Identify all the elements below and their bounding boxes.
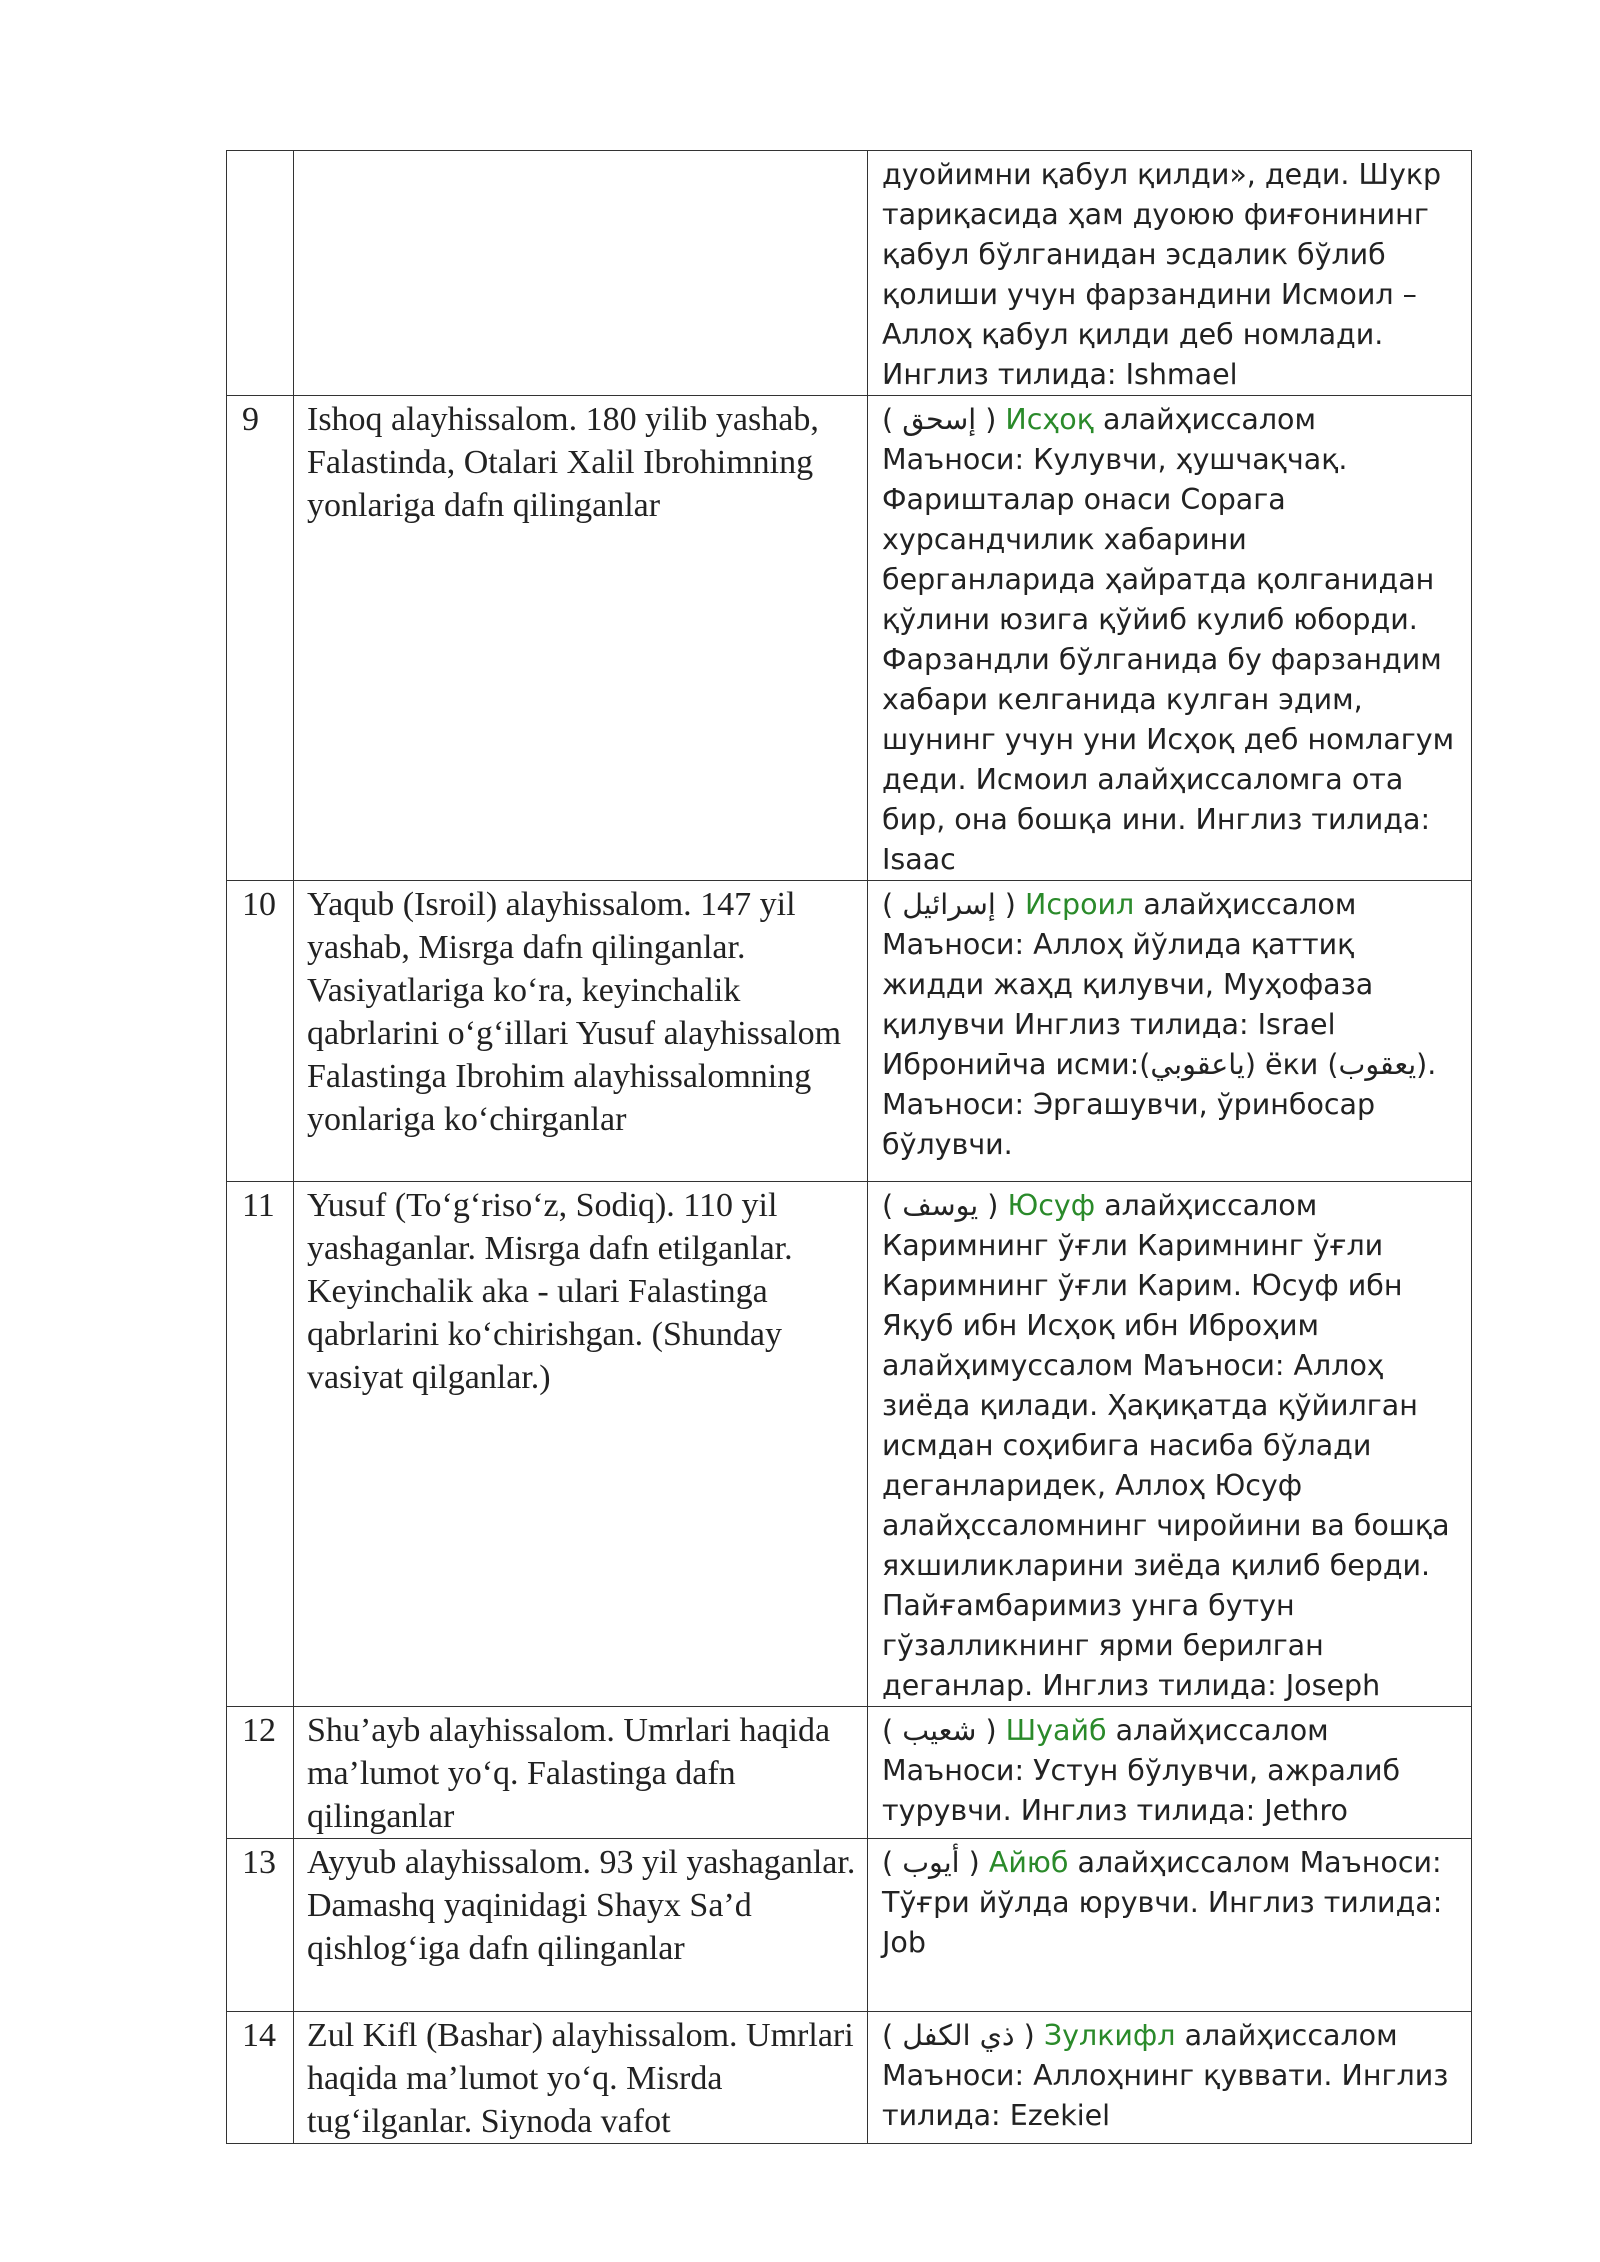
table-row: [227, 1839, 1472, 2012]
prophet-name: Шуайб: [1005, 1714, 1107, 1747]
uzbek-description: Shu’ayb alayhissalom. Umrlari haqida ma’lumot yoʻq. Falastinga dafn qilinganlar: [294, 1707, 868, 1839]
description-text: дуойимни қабул қилди», деди. Шукр тариқасида ҳам дуоюю фиғонининг қабул бўлганидан эсдалик бўлиб қолиши учун фарзандини Исмоил – Аллоҳ қабул қилди деб номлади. Инглиз тилида: Ishmael: [882, 158, 1442, 391]
prophet-name: Юсуф: [1007, 1189, 1096, 1222]
table-row: [227, 881, 1472, 1182]
row-number: 13: [227, 1839, 294, 2012]
row-number: 10: [227, 881, 294, 1182]
description-text: алайҳиссалом Маъноси: Тўғри йўлда юрувчи. Инглиз тилида: Job: [882, 1846, 1443, 1959]
uzbek-description: Yusuf (Toʻgʻrisoʻz, Sodiq). 110 yil yashaganlar. Misrga dafn etilganlar. Keyinchalik aka - ulari Falastinga qabrlarini koʻchirishgan. (Shunday vasiyat qilganlar.): [294, 1182, 868, 1707]
uzbek-description: Ishoq alayhissalom. 180 yilib yashab, Falastinda, Otalari Xalil Ibrohimning yonlariga dafn qilinganlar: [294, 396, 868, 881]
arabic-name: ( إسرائيل ): [882, 888, 1016, 921]
cyrillic-description: [868, 1182, 1472, 1707]
description-text: алайҳиссалом Маъноси: Кулувчи, ҳушчақчақ. Фаришталар онаси Сорага хурсандчилик хабарини берганларида ҳайратда қолганидан қўлини юзига қўйиб кулиб юборди. Фарзандли бўлганида бу фарзандим хабари келганида кулган эдим, шунинг учун уни Исҳоқ деб номлагум деди. Исмоил алайҳиссаломга ота бир, она бошқа ини. Инглиз тилида: Isaac: [882, 403, 1455, 876]
prophet-name: Айюб: [988, 1846, 1069, 1879]
prophet-name: Исҳоқ: [1005, 403, 1094, 436]
uzbek-description: [294, 151, 868, 396]
cyrillic-description: [868, 2012, 1472, 2144]
table-row: [227, 1707, 1472, 1839]
table-row: [227, 1182, 1472, 1707]
row-number: [227, 151, 294, 396]
uzbek-description: Zul Kifl (Bashar) alayhissalom. Umrlari haqida ma’lumot yoʻq. Misrda tugʻilganlar. Siynoda vafot: [294, 2012, 868, 2144]
row-number: 11: [227, 1182, 294, 1707]
arabic-name: ( شعيب ): [882, 1714, 997, 1747]
cyrillic-description: [868, 1707, 1472, 1839]
arabic-name: ( يوسف ): [882, 1189, 999, 1222]
description-text: алайҳиссалом Маъноси: Устун бўлувчи, ажралиб турувчи. Инглиз тилида: Jethro: [882, 1714, 1401, 1827]
row-number: 12: [227, 1707, 294, 1839]
cyrillic-description: [868, 151, 1472, 396]
description-text: алайҳиссалом Каримнинг ўғли Каримнинг ўғли Каримнинг ўғли Карим. Юсуф ибн Яқуб ибн Исҳоқ ибн Иброҳим алайҳимуссалом Маъноси: Аллоҳ зиёда қилади. Ҳақиқатда қўйилган исмдан соҳибига насиба бўлади деганларидек, Аллоҳ Юсуф алайҳссаломнинг чиройини ва бошқа яхшиликларини зиёда қилиб берди. Пайғамбаримиз унга бутун гўзалликнинг ярми берилган деганлар. Инглиз тилида: Joseph: [882, 1189, 1450, 1702]
arabic-name: ( إسحق ): [882, 403, 997, 436]
description-text: алайҳиссалом Маъноси: Аллоҳ йўлида қаттиқ жидди жаҳд қилувчи, Муҳофаза қилувчи Инглиз тилида: Israel Иброниӣча исми:(ياعقوبي) ёки (يعقوب). Маъноси: Эргашувчи, ўринбосар бўлувчи.: [882, 888, 1437, 1161]
row-number: 14: [227, 2012, 294, 2144]
table-row: [227, 396, 1472, 881]
table-row: [227, 2012, 1472, 2144]
table-row: [227, 151, 1472, 396]
row-number: 9: [227, 396, 294, 881]
prophet-name: Зулкифл: [1043, 2019, 1176, 2052]
arabic-name: ( ذي الكفل ): [882, 2019, 1035, 2052]
uzbek-description: Yaqub (Isroil) alayhissalom. 147 yil yashab, Misrga dafn qilinganlar. Vasiyatlariga koʻra, keyinchalik qabrlarini oʻgʻillari Yusuf alayhissalom Falastinga Ibrohim alayhissalomning yonlariga koʻchirganlar: [294, 881, 868, 1182]
cyrillic-description: [868, 396, 1472, 881]
description-text: алайҳиссалом Маъноси: Аллоҳнинг қуввати. Инглиз тилида: Ezekiel: [882, 2019, 1449, 2132]
arabic-name: ( أيوب ): [882, 1846, 980, 1879]
prophet-name: Исроил: [1025, 888, 1135, 921]
prophets-table: [226, 150, 1472, 2144]
cyrillic-description: [868, 881, 1472, 1182]
cyrillic-description: [868, 1839, 1472, 2012]
uzbek-description: Ayyub alayhissalom. 93 yil yashaganlar. Damashq yaqinidagi Shayx Sa’d qishlogʻiga dafn qilinganlar: [294, 1839, 868, 2012]
